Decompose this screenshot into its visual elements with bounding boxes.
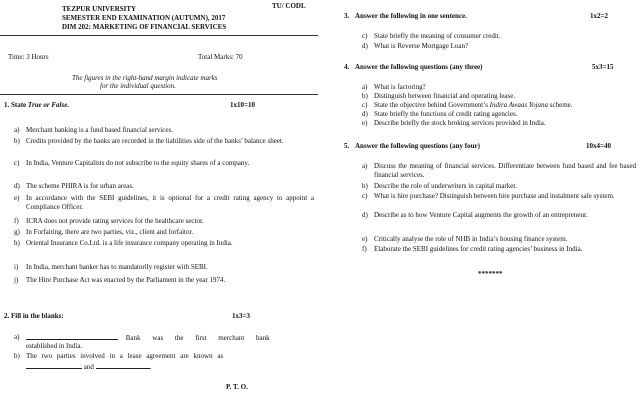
item-text: Describe as to how Venture Capital augments the growth of an entrepreneur. [374,211,588,219]
item-text: Distinguish between financial and operating lease. [374,92,516,100]
item-label: e) [14,194,20,202]
item-label: c) [362,101,368,109]
q4-marks: 5x3=15 [592,63,614,71]
q5-heading [344,142,480,151]
q1-number: 1. [4,101,10,109]
instruction-line-2: for the individual question. [100,82,176,90]
q5-number: 5. [344,142,350,150]
total-marks: Total Marks: 70 [198,53,243,61]
item-label: a) [14,126,20,134]
item-label: i) [14,263,19,271]
university-name: TEZPUR UNIVERSITY [62,5,137,13]
item-label: a) [362,162,368,170]
end-of-paper-mark: ******* [478,270,503,278]
q2-item-b-label: b) [14,352,20,360]
answer-blank[interactable] [26,333,118,340]
q5-marks: 10x4=40 [586,142,611,150]
item-text: Discuss the meaning of financial services. Differentiate between fund based and fee based financial services. [374,162,636,179]
item-label: d) [362,211,368,219]
item-label: d) [14,182,20,190]
item-label: d) [362,42,368,50]
instruction-divider [0,94,318,95]
q1-title-a: State [11,101,28,109]
center-code: TU/ CODL [272,2,306,10]
item-text: Merchant banking is a fund based financial services. [26,126,173,134]
item-label: c) [14,159,20,167]
item-text-post: scheme. [548,101,573,109]
item-text: Describe briefly the stock broking services provided in India. [374,119,546,127]
item-text: Credits provided by the banks are recorded in the liabilities side of the banks’ balance sheet. [26,137,284,145]
item-text: State briefly the functions of credit rating agencies. [374,110,518,118]
q1-title-b: True or False. [27,101,70,109]
item-text: In accordance with the SEBI guidelines, it is optional for a credit rating agency to appoint a Compliance Officer. [26,194,314,211]
page-turn-note: P. T. O. [226,383,248,391]
item-text: Elaborate the SEBI guidelines for credit rating agencies’ business in India. [374,245,583,253]
item-label: f) [362,245,367,253]
exam-title: SEMESTER END EXAMINATION (AUTUMN), 2017 [62,14,226,22]
answer-blank[interactable] [26,362,82,369]
item-text-pre: State the objective behind Government’s [374,101,490,109]
answer-blank[interactable] [96,362,150,369]
q2-number: 2. [4,312,10,320]
item-text: What is Reverse Mortgage Loan? [374,42,469,50]
q4-number: 4. [344,63,350,71]
course-title: DIM 202: MARKETING OF FINANCIAL SERVICES [62,23,227,31]
item-text: State briefly the meaning of consumer credit. [374,32,501,40]
item-text: What is hire purchase? Distinguish between hire purchase and instalment sale system. [374,192,615,200]
header-divider [0,35,318,36]
item-label: b) [362,182,368,190]
item-label: e) [362,119,368,127]
item-label: d) [362,110,368,118]
time-allowed: Time: 3 Hours [8,53,49,61]
item-text: Describe the role of underwriters in capital market. [374,182,518,190]
item-text: In India, merchant banker has to mandatorily register with SEBI. [26,263,208,271]
item-label: f) [14,217,19,225]
q1-marks: 1x10=10 [230,101,255,109]
item-label: c) [362,32,368,40]
scheme-name: Indira Awaas Yojana [489,101,549,109]
q4-heading [344,63,483,72]
item-label: e) [362,235,368,243]
item-label: a) [362,83,368,91]
item-text: In India, Venture Capitalists do not subscribe to the equity shares of a company. [26,159,250,167]
q2-item-b-blanks: and . [26,362,151,372]
q2-and-text: and [83,363,94,371]
q2-item-a-text: Bank was the first merchant bank [125,334,270,342]
q2-heading [4,312,64,321]
item-text: The Hire Purchase Act was enacted by the Parliament in the year 1974. [26,276,226,284]
q2-item-b-text: The two parties involved in a lease agreement are known as [26,352,224,360]
item-text: ICRA does not provide rating services for the healthcare sector. [26,217,204,225]
q2-marks: 1x3=3 [232,312,250,320]
item-text: Oriental Insurance Co.Ltd. is a life insurance company operating in India. [26,239,233,247]
q4-title: Answer the following questions (any three) [355,63,483,71]
item-text: In Forfaiting, there are two parties, viz., client and forfaitor. [26,228,194,236]
item-label: g) [14,228,20,236]
item-text: What is factoring? [374,83,426,91]
q2-item-a-label: a) [14,333,20,341]
q3-number: 3. [344,12,350,20]
q3-title: Answer the following in one sentence. [355,12,467,20]
item-label: h) [14,239,20,247]
q3-heading [344,12,467,21]
q3-marks: 1x2=2 [590,12,608,20]
q5-title: Answer the following questions (any four) [355,142,480,150]
q2-title: Fill in the blanks: [11,312,64,320]
item-text [374,101,639,110]
q2-item-a-text-cont: established in India. [26,342,83,350]
item-label: c) [362,192,368,200]
item-label: b) [362,92,368,100]
q1-heading [4,101,69,110]
item-label: b) [14,137,20,145]
item-text: The scheme PHIRA is for urban areas. [26,182,134,190]
item-label: j) [14,276,19,284]
instruction-line-1: The figures in the right-hand margin indicate marks [72,74,218,82]
item-text: Critically analyse the role of NHB in India’s housing finance system. [374,235,568,243]
